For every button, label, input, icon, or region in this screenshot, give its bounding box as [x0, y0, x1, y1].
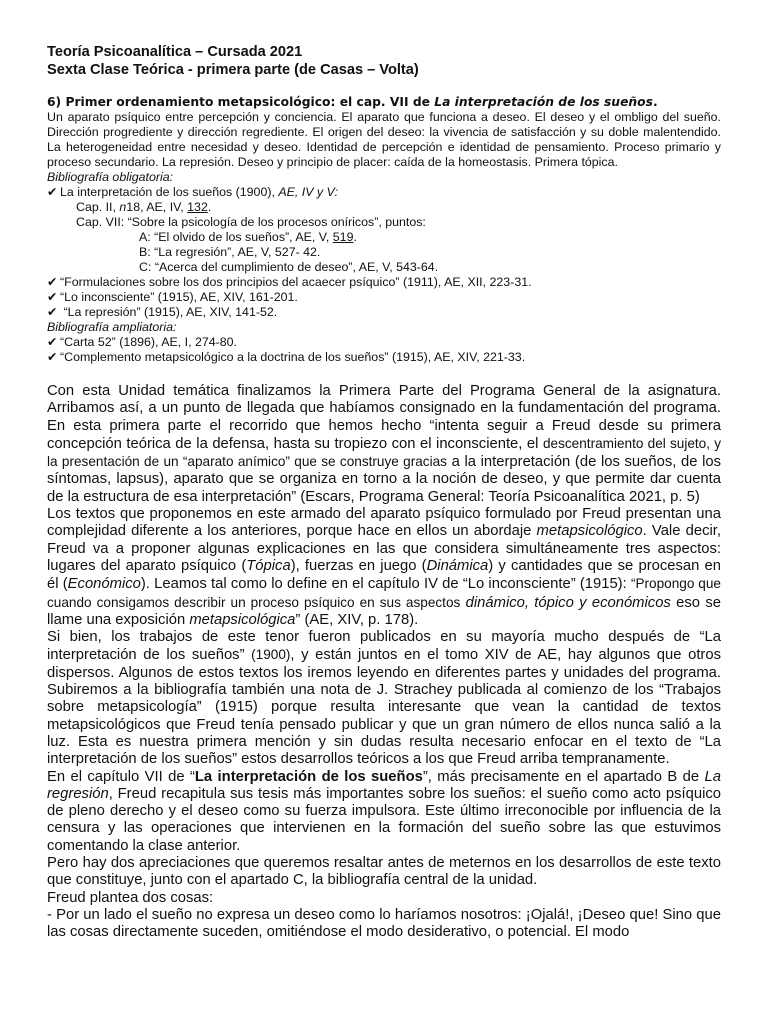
paragraph-italic: dinámico, tópico y económicos	[460, 594, 671, 611]
bibliography-item	[47, 350, 721, 365]
bibliography-item	[47, 290, 721, 305]
paragraph	[47, 506, 721, 629]
paragraph-text: ), fuerzas en juego (	[290, 557, 427, 574]
bibliography-text: Cap. II,	[76, 200, 120, 214]
paragraph-italic: metapsicológica	[189, 611, 296, 628]
bibliography-item	[47, 275, 721, 290]
bibliography-subitem	[47, 200, 721, 215]
course-title: Teoría Psicoanalítica – Cursada 2021	[47, 44, 303, 60]
paragraph	[47, 629, 721, 768]
bibliography-text: “La represión” (1915), AE, XIV, 141-52.	[60, 305, 278, 319]
bibliography-item	[47, 335, 721, 350]
check-icon: ✔	[47, 350, 58, 364]
paragraph-text: Si bien, los trabajos de este tenor fueron publicados en su mayoría mucho después de “La interpretación de los sueños”	[47, 629, 721, 664]
paragraph-text: ”, más precisamente en el apartado B de	[422, 768, 705, 785]
check-icon: ✔	[47, 335, 58, 349]
paragraph-italic: Tópica	[246, 557, 291, 574]
paragraph-text: , y están juntos en el tomo XIV de AE, hay algunos que otros dispersos. Algunos de estos textos los iremos leyendo en diferentes partes y unidades del programa. Subiremos a la bibliografía también una nota de J. Strachey publicada al comienzo de los “Trabajos sobre metapsicología” (1915) porque resulta interesante que vean la cantidad de textos metapsicológicos que Freud tenía pensado publicar y que un gran número de ellos nunca salió a la luz. Esta es nuestra primera mención y sin dudas resulta necesario enfocar en el texto de “La interpretación de los sueños” estos desarrollos teóricos a los que Freud arriba tempranamente.	[47, 647, 721, 768]
paragraph-text: Con esta Unidad temática finalizamos la Primera Parte del Programa General de la asignatura. Arribamos así, a un punto de llegada que habíamos consignado en la fundamentación del programa. En esta primera parte el recorrido que hemos hecho “intenta seguir a Freud desde su primera concepción teórica de la defensa, hasta su tropiezo con el inconsciente, el	[47, 383, 721, 452]
page-link[interactable]: 132	[187, 200, 208, 214]
paragraph-text: eso se llame una exposición	[47, 594, 721, 628]
bibliography-text: “Formulaciones sobre los dos principios del acaecer psíquico” (1911), AE, XII, 223-31.	[60, 275, 532, 289]
bibliography-italic: n	[119, 200, 127, 214]
paragraph-text: ). Leamos tal como lo define en el capítulo IV de “Lo inconsciente” (1915):	[140, 576, 631, 593]
bibliography-text: 18, AE, IV,	[126, 200, 188, 214]
paragraph-text: ) y cantidades que se procesan en él (	[47, 557, 721, 593]
bibliography-text: La interpretación de los sueños (1900),	[60, 185, 279, 199]
paragraph-text: ” (AE, XIV, p. 178).	[295, 611, 419, 628]
quote-text: “Propongo que cuando consigamos describir un proceso psíquico en sus aspectos	[47, 576, 721, 610]
paragraph-text: Los textos que proponemos en este armado del aparato psíquico formulado por Freud presentan una complejidad diferente a los anteriores, porque hace en ellos un abordaje	[47, 506, 721, 540]
unit-syllabus: Un aparato psíquico entre percepción y conciencia. El aparato que funciona a deseo. El deseo y el ombligo del sueño. Dirección progrediente y dirección regrediente. El origen del deseo: la vivencia de satisfacción y su doble malentendido. La heterogeneidad entre necesidad y deseo. Identidad de percepción e identidad de pensamiento. Proceso primario y proceso secundario. La represión. Deseo y principio de placer: caída de la homeostasis. Primera tópica.	[47, 110, 721, 169]
check-icon: ✔	[47, 185, 58, 199]
paragraph-bold: La interpretación de los sueños	[194, 768, 423, 785]
paragraph-text: , Freud recapitula sus tesis más importantes sobre los sueños: el sueño como acto psíquico de pleno derecho y el deseo como su fuerza impulsora. Este último irreconocible por influencia de la censura y las operaciones que intervienen en la formación del sueño sobre las que estuvimos comentando la clase anterior.	[47, 785, 721, 854]
paragraph-text: . Vale decir, Freud va a proponer algunas explicaciones en las que considera simultáneamente tres aspectos: lugares del aparato psíquico (	[47, 523, 721, 574]
bibliography-text: .	[207, 200, 212, 214]
paragraph	[47, 769, 721, 855]
check-icon: ✔	[47, 305, 58, 319]
page-link[interactable]: 519	[332, 230, 354, 244]
bibliography-text: .	[353, 230, 357, 244]
class-title: Sexta Clase Teórica - primera parte (de Casas – Volta)	[47, 62, 419, 78]
paragraph: Pero hay dos apreciaciones que queremos resaltar antes de meternos en los desarrollos de este texto que constituye, junto con el apartado C, la bibliografía central de la unidad.	[47, 855, 721, 889]
check-icon: ✔	[47, 290, 58, 304]
paragraph	[47, 383, 721, 506]
paragraph-italic: metapsicológico	[536, 523, 643, 540]
bibliography-item	[47, 305, 721, 320]
bibliography-text: A: “El olvido de los sueños”, AE, V,	[139, 230, 333, 244]
bibliography-text: “Lo inconsciente” (1915), AE, XIV, 161-201.	[60, 290, 298, 304]
bibliography-point: C: “Acerca del cumplimiento de deseo”, AE, V, 543-64.	[139, 260, 439, 274]
bibliography-text: “Complemento metapsicológico a la doctrina de los sueños” (1915), AE, XIV, 221-33.	[60, 350, 526, 364]
bibliography-point: B: “La regresión”, AE, V, 527- 42.	[139, 245, 321, 259]
bibliography-point	[47, 230, 721, 245]
unit-heading-suffix: .	[652, 95, 658, 109]
bibliography-subitem: Cap. VII: “Sobre la psicología de los procesos oníricos”, puntos:	[76, 215, 426, 229]
paragraph-text: descentramiento del sujeto, y la presentación de un “aparato anímico” que se construye gracias	[47, 435, 721, 470]
bibliography-item	[47, 185, 721, 200]
unit-heading	[47, 94, 721, 110]
paragraph: Freud plantea dos cosas:	[47, 889, 214, 906]
unit-heading-prefix: 6) Primer ordenamiento metapsicológico: el cap. VII de	[47, 95, 435, 109]
paragraph-text: a la interpretación (de los sueños, de los síntomas, lapsus), aparato que se organiza en torno a la noción de deseo, y que permite dar cuenta de la estructura de esa interpretación” (Escars, Programa General: Teoría Psicoanalítica 2021, p. 5)	[47, 454, 721, 505]
mandatory-bibliography-heading: Bibliografía obligatoria:	[47, 170, 174, 184]
paragraph-italic: Económico	[67, 576, 141, 593]
unit-heading-book: La interpretación de los sueños	[434, 95, 653, 109]
extended-bibliography-heading: Bibliografía ampliatoria:	[47, 320, 177, 334]
bibliography-italic: AE, IV y V:	[278, 185, 339, 199]
paragraph: - Por un lado el sueño no expresa un deseo como lo haríamos nosotros: ¡Ojalá!, ¡Deseo que! Sino que las cosas directamente suceden, omitiéndose el modo desiderativo, o potencial. El modo	[47, 906, 721, 941]
paragraph-text: En el capítulo VII de “	[47, 768, 195, 785]
paragraph-text: (1900)	[251, 647, 291, 663]
body-text	[47, 383, 721, 942]
paragraph-italic: La regresión	[47, 768, 721, 802]
check-icon: ✔	[47, 275, 58, 289]
paragraph-italic: Dinámica	[426, 557, 489, 574]
bibliography-text: “Carta 52” (1896), AE, I, 274-80.	[60, 335, 238, 349]
